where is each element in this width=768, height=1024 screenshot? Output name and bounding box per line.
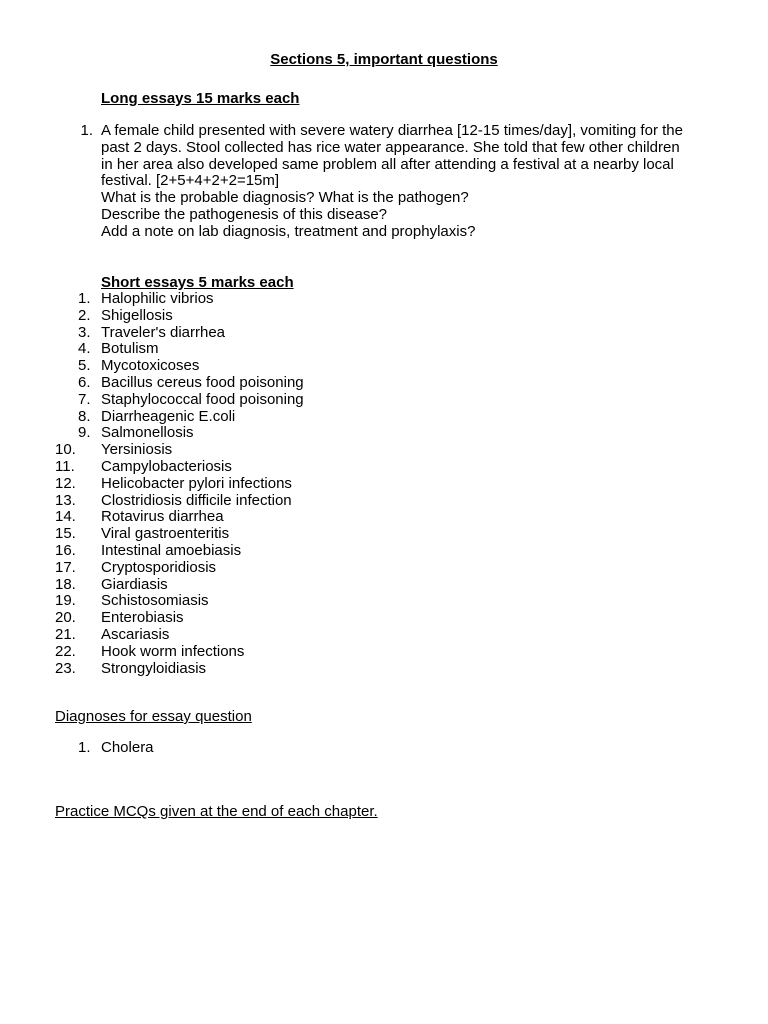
list-item (0, 375, 768, 392)
list-number: 1. (78, 290, 91, 307)
long-essays-heading: Long essays 15 marks each (101, 90, 300, 107)
page-title: Sections 5, important questions (270, 51, 498, 68)
list-number: 20. (55, 609, 76, 627)
list-number: 16. (55, 541, 76, 559)
list-item (0, 476, 768, 493)
list-item (0, 392, 768, 409)
list-item (0, 509, 768, 526)
list-item (0, 593, 768, 610)
list-item-text: Strongyloidiasis (101, 659, 207, 677)
list-item (0, 358, 768, 375)
question-line: past 2 days. Stool collected has rice water appearance. She told that few other children (101, 138, 680, 156)
list-item-text: Campylobacteriosis (101, 457, 232, 475)
list-item-text: Giardiasis (101, 575, 168, 593)
list-number: 8. (78, 407, 91, 425)
list-item-text: Rotavirus diarrhea (101, 508, 224, 526)
list-number: 19. (55, 592, 76, 610)
list-item (0, 627, 768, 644)
list-item-text: Salmonellosis (101, 424, 194, 442)
list-number: 12. (55, 474, 76, 492)
question-text (101, 123, 707, 241)
list-number: 13. (55, 491, 76, 509)
list-item (0, 543, 768, 560)
list-item-text: Botulism (101, 340, 159, 358)
list-item-text: Diarrheagenic E.coli (101, 407, 236, 425)
list-number: 2. (78, 306, 91, 324)
list-number: 4. (78, 340, 91, 358)
list-number: 3. (78, 323, 91, 341)
question-line: in her area also developed same problem all after attending a festival at a nearby local (101, 155, 674, 173)
list-item (0, 526, 768, 543)
list-item-text: Halophilic vibrios (101, 290, 214, 307)
list-number: 1. (80, 122, 93, 139)
list-item-text: Traveler's diarrhea (101, 323, 226, 341)
list-number: 17. (55, 558, 76, 576)
list-item-text: Enterobiasis (101, 609, 184, 627)
list-item (0, 610, 768, 627)
list-item (0, 425, 768, 442)
list-number: 23. (55, 659, 76, 677)
list-number: 14. (55, 508, 76, 526)
list-number: 15. (55, 525, 76, 543)
question-line: Describe the pathogenesis of this disease? (101, 205, 388, 223)
list-number: 5. (78, 357, 91, 375)
list-item-text: Cryptosporidiosis (101, 558, 217, 576)
list-item-text: Yersiniosis (101, 441, 173, 459)
short-essays-list (0, 291, 768, 677)
list-number: 10. (55, 441, 76, 459)
list-item (0, 661, 768, 678)
question-line: What is the probable diagnosis? What is the pathogen? (101, 189, 469, 207)
list-item-text: Staphylococcal food poisoning (101, 390, 304, 408)
list-number: 18. (55, 575, 76, 593)
list-item-text: Ascariasis (101, 625, 170, 643)
question-line: A female child presented with severe watery diarrhea [12-15 times/day], vomiting for the (101, 122, 683, 139)
question-line: festival. [2+5+4+2+2=15m] (101, 172, 280, 190)
list-item-text: Schistosomiasis (101, 592, 209, 610)
list-item-text: Clostridiosis difficile infection (101, 491, 292, 509)
list-item (0, 644, 768, 661)
list-item-text: Viral gastroenteritis (101, 525, 230, 543)
practice-note: Practice MCQs given at the end of each chapter. (55, 803, 378, 820)
list-item (0, 341, 768, 358)
list-number: 1. (78, 739, 91, 756)
list-number: 21. (55, 625, 76, 643)
question-line: Add a note on lab diagnosis, treatment and prophylaxis? (101, 222, 476, 240)
list-item-text: Shigellosis (101, 306, 173, 324)
diagnosis-text: Cholera (101, 739, 154, 756)
list-item (0, 308, 768, 325)
list-number: 22. (55, 642, 76, 660)
list-item (0, 459, 768, 476)
list-item (0, 291, 768, 308)
list-item-text: Intestinal amoebiasis (101, 541, 242, 559)
list-number: 7. (78, 390, 91, 408)
list-item-text: Helicobacter pylori infections (101, 474, 292, 492)
list-number: 6. (78, 373, 91, 391)
list-item (0, 560, 768, 577)
short-essays-heading: Short essays 5 marks each (101, 274, 294, 291)
list-item (0, 493, 768, 510)
list-number: 11. (55, 457, 75, 475)
list-item (0, 409, 768, 426)
list-number: 9. (78, 424, 91, 442)
list-item-text: Bacillus cereus food poisoning (101, 373, 304, 391)
list-item (0, 442, 768, 459)
list-item-text: Mycotoxicoses (101, 357, 200, 375)
diagnoses-heading: Diagnoses for essay question (55, 708, 252, 725)
list-item-text: Hook worm infections (101, 642, 245, 660)
list-item (0, 577, 768, 594)
list-item (0, 325, 768, 342)
